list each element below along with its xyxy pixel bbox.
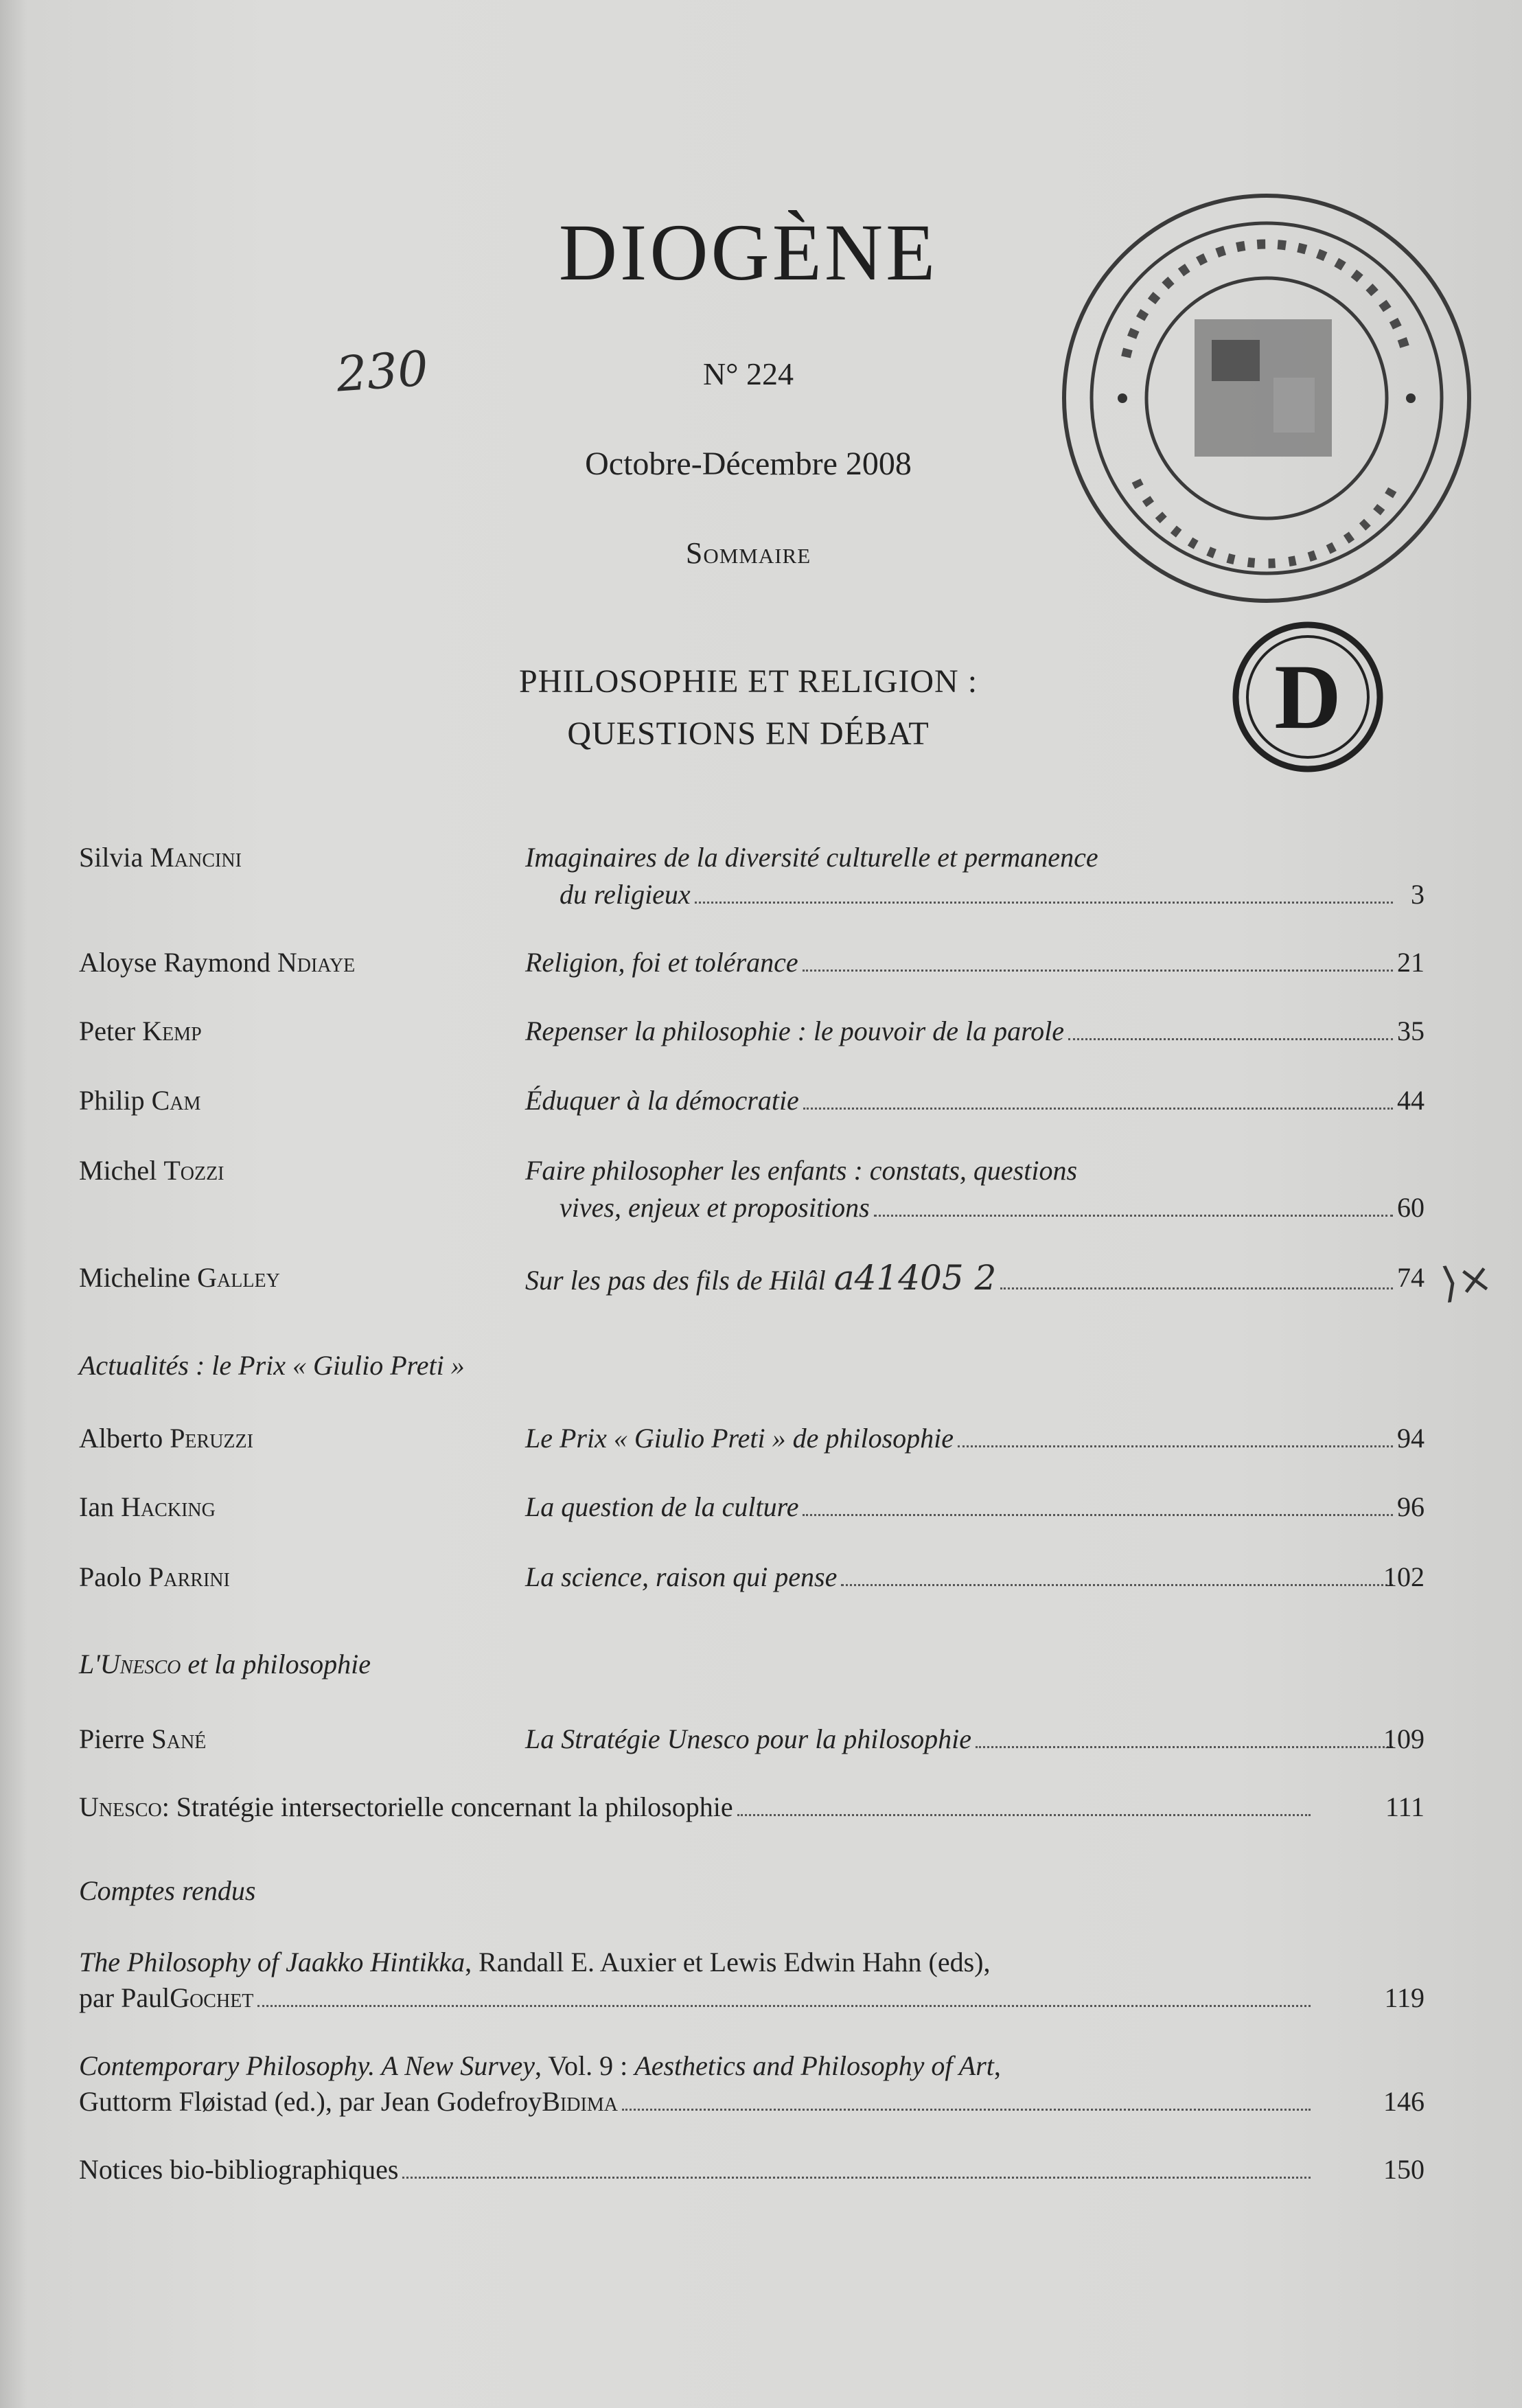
entry-title: Faire philosopher les enfants : constats, questions vives, enjeux et propositions [525, 1152, 1397, 1226]
entry-author: Michel Tozzi [79, 1155, 224, 1186]
entry-page: 109 [1383, 1723, 1425, 1754]
toc-entry [79, 1489, 1425, 1526]
review-entry: Contemporary Philosophy. A New Survey, Vol. 9 : Aesthetics and Philosophy of Art, Guttorm Fløistad (ed.), par Jean Godefroy Bidima 146 [79, 2048, 1425, 2124]
sommaire-heading: Sommaire [685, 536, 811, 570]
section-title-line1: PHILOSOPHIE ET RELIGION : [518, 663, 978, 700]
entry-author: Philip Cam [79, 1085, 201, 1116]
issue-number: N° 224 [702, 356, 794, 391]
handwritten-number: 230 [334, 340, 430, 403]
review-entry: The Philosophy of Jaakko Hintikka, Randall E. Auxier et Lewis Edwin Hahn (eds), par Paul Gochet 119 [79, 1945, 1425, 2020]
group-heading-comptes-rendus: Comptes rendus [79, 1875, 256, 1906]
entry-author: Peter Kemp [79, 1016, 202, 1046]
entry-author: Alberto Peruzzi [79, 1423, 253, 1454]
entry-page: 111 [1385, 1791, 1425, 1822]
toc-entry [79, 1420, 1425, 1457]
toc-entry [79, 1152, 1425, 1228]
entry-title: Religion, foi et tolérance [525, 944, 1397, 981]
toc-entry [79, 1559, 1425, 1596]
entry-title: La Stratégie Unesco pour la philosophie [525, 1721, 1397, 1758]
d-stamp-letter: D [1274, 646, 1341, 748]
entry-title: La question de la culture [525, 1489, 1397, 1526]
journal-title: DIOGÈNE [558, 207, 938, 297]
entry-title: Repenser la philosophie : le pouvoir de la parole [525, 1013, 1397, 1050]
entry-author: Aloyse Raymond Ndiaye [79, 947, 356, 978]
toc-entry-notices: Notices bio-bibliographiques 150 [79, 2152, 1425, 2188]
toc-entry [79, 944, 1425, 981]
entry-page: 35 [1397, 1016, 1425, 1046]
handwritten-code: a41405 2 [833, 1258, 997, 1298]
section-title-line2: QUESTIONS EN DÉBAT [567, 715, 930, 752]
entry-author: Pierre Sané [79, 1723, 207, 1754]
entry-title: Éduquer à la démocratie [525, 1082, 1397, 1119]
section-title [0, 656, 1497, 760]
entry-page: 3 [1411, 879, 1425, 910]
entry-title: Imaginaires de la diversité culturelle et permanence du religieux [525, 839, 1397, 913]
library-stamp [1054, 185, 1479, 611]
entry-page: 60 [1397, 1192, 1425, 1223]
toc-entry [79, 1013, 1425, 1050]
entry-page: 94 [1397, 1423, 1425, 1454]
issue-date: Octobre-Décembre 2008 [585, 446, 912, 482]
toc-entry [79, 1259, 1425, 1300]
toc-entry [79, 839, 1425, 915]
toc-entry [79, 1721, 1425, 1758]
toc-entry-strategy: Unesco : Stratégie intersectorielle concernant la philosophie 111 [79, 1789, 1425, 1825]
toc-entry [79, 1082, 1425, 1119]
entry-title: Le Prix « Giulio Preti » de philosophie [525, 1420, 1397, 1457]
entry-title: Sur les pas des fils de Hilâl a41405 2 [525, 1259, 1397, 1299]
group-heading-unesco: L'Unesco et la philosophie [79, 1649, 371, 1679]
entry-title: La science, raison qui pense [525, 1559, 1397, 1596]
entry-page: 44 [1397, 1085, 1425, 1116]
entry-author: Silvia Mancini [79, 842, 242, 873]
entry-page: 74 [1397, 1262, 1425, 1293]
entry-page: 96 [1397, 1491, 1425, 1522]
entry-page: 146 [1383, 2086, 1425, 2117]
group-heading-actualites: Actualités : le Prix « Giulio Preti » [79, 1350, 465, 1381]
entry-page: 150 [1383, 2154, 1425, 2185]
entry-author: Micheline Galley [79, 1262, 280, 1293]
entry-author: Ian Hacking [79, 1491, 216, 1522]
handwritten-x-mark: ⟩× [1438, 1253, 1496, 1308]
entry-page: 102 [1383, 1561, 1425, 1592]
entry-page: 119 [1384, 1982, 1425, 2013]
entry-author: Paolo Parrini [79, 1561, 230, 1592]
entry-page: 21 [1397, 947, 1425, 978]
